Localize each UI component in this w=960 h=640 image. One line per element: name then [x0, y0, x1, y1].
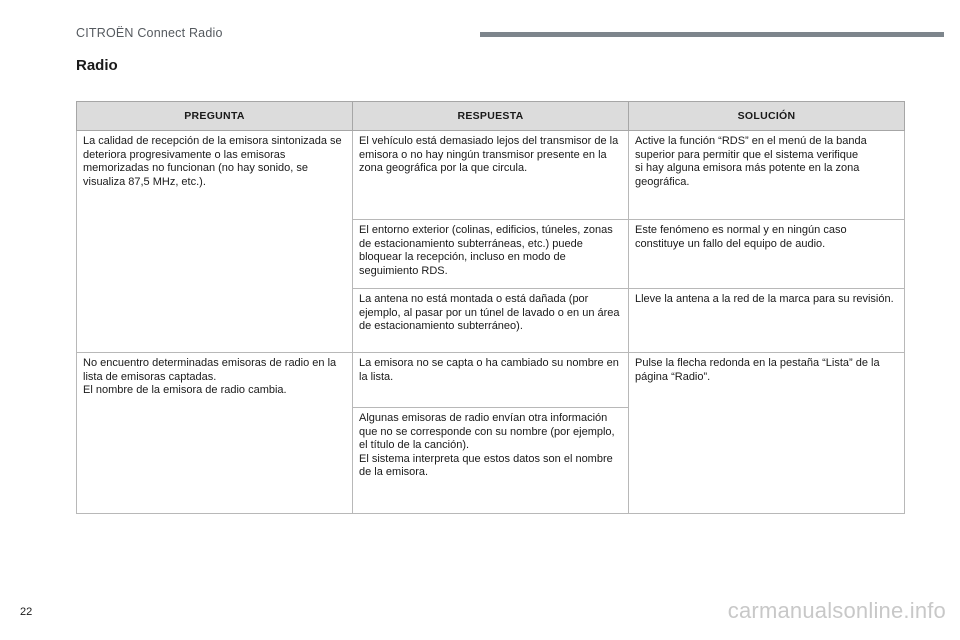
- running-header: CITROËN Connect Radio: [76, 26, 223, 40]
- answer-cell: La emisora no se capta o ha cambiado su nombre en la lista.: [353, 353, 629, 408]
- table-header-row: [77, 102, 905, 131]
- header-rule: [480, 32, 944, 37]
- answer-cell: El entorno exterior (colinas, edificios, túneles, zonas de estacionamiento subterráneas, etc.) puede bloquear la recepción, incluso en modo de seguimiento RDS.: [353, 220, 629, 289]
- column-header-solution: SOLUCIÓN: [629, 102, 905, 131]
- column-header-question: PREGUNTA: [77, 102, 353, 131]
- table-row: [77, 131, 905, 220]
- page-number: 22: [20, 606, 33, 618]
- solution-cell: Pulse la flecha redonda en la pestaña “Lista” de la página “Radio”.: [629, 353, 905, 514]
- solution-cell: Este fenómeno es normal y en ningún caso constituye un fallo del equipo de audio.: [629, 220, 905, 289]
- question-cell: La calidad de recepción de la emisora sintonizada se deteriora progresivamente o las emisoras memorizadas no funcionan (no hay sonido, se visualiza 87,5 MHz, etc.).: [77, 131, 353, 353]
- answer-cell: El vehículo está demasiado lejos del transmisor de la emisora o no hay ningún transmisor presente en la zona geográfica por la que circula.: [353, 131, 629, 220]
- column-header-answer: RESPUESTA: [353, 102, 629, 131]
- solution-cell: Lleve la antena a la red de la marca para su revisión.: [629, 289, 905, 353]
- solution-cell: Active la función “RDS” en el menú de la banda superior para permitir que el sistema verifique si hay alguna emisora más potente en la zona geográfica.: [629, 131, 905, 220]
- section-title: Radio: [76, 57, 118, 74]
- troubleshooting-table: [76, 101, 905, 514]
- watermark: carmanualsonline.info: [727, 598, 946, 623]
- answer-cell: La antena no está montada o está dañada (por ejemplo, al pasar por un túnel de lavado o en un área de estacionamiento subterráneo).: [353, 289, 629, 353]
- table-row: [77, 353, 905, 408]
- answer-cell: Algunas emisoras de radio envían otra información que no se corresponde con su nombre (por ejemplo, el título de la canción). El sistema interpreta que estos datos son el nombre de la emisora.: [353, 408, 629, 514]
- question-cell: No encuentro determinadas emisoras de radio en la lista de emisoras captadas. El nombre de la emisora de radio cambia.: [77, 353, 353, 514]
